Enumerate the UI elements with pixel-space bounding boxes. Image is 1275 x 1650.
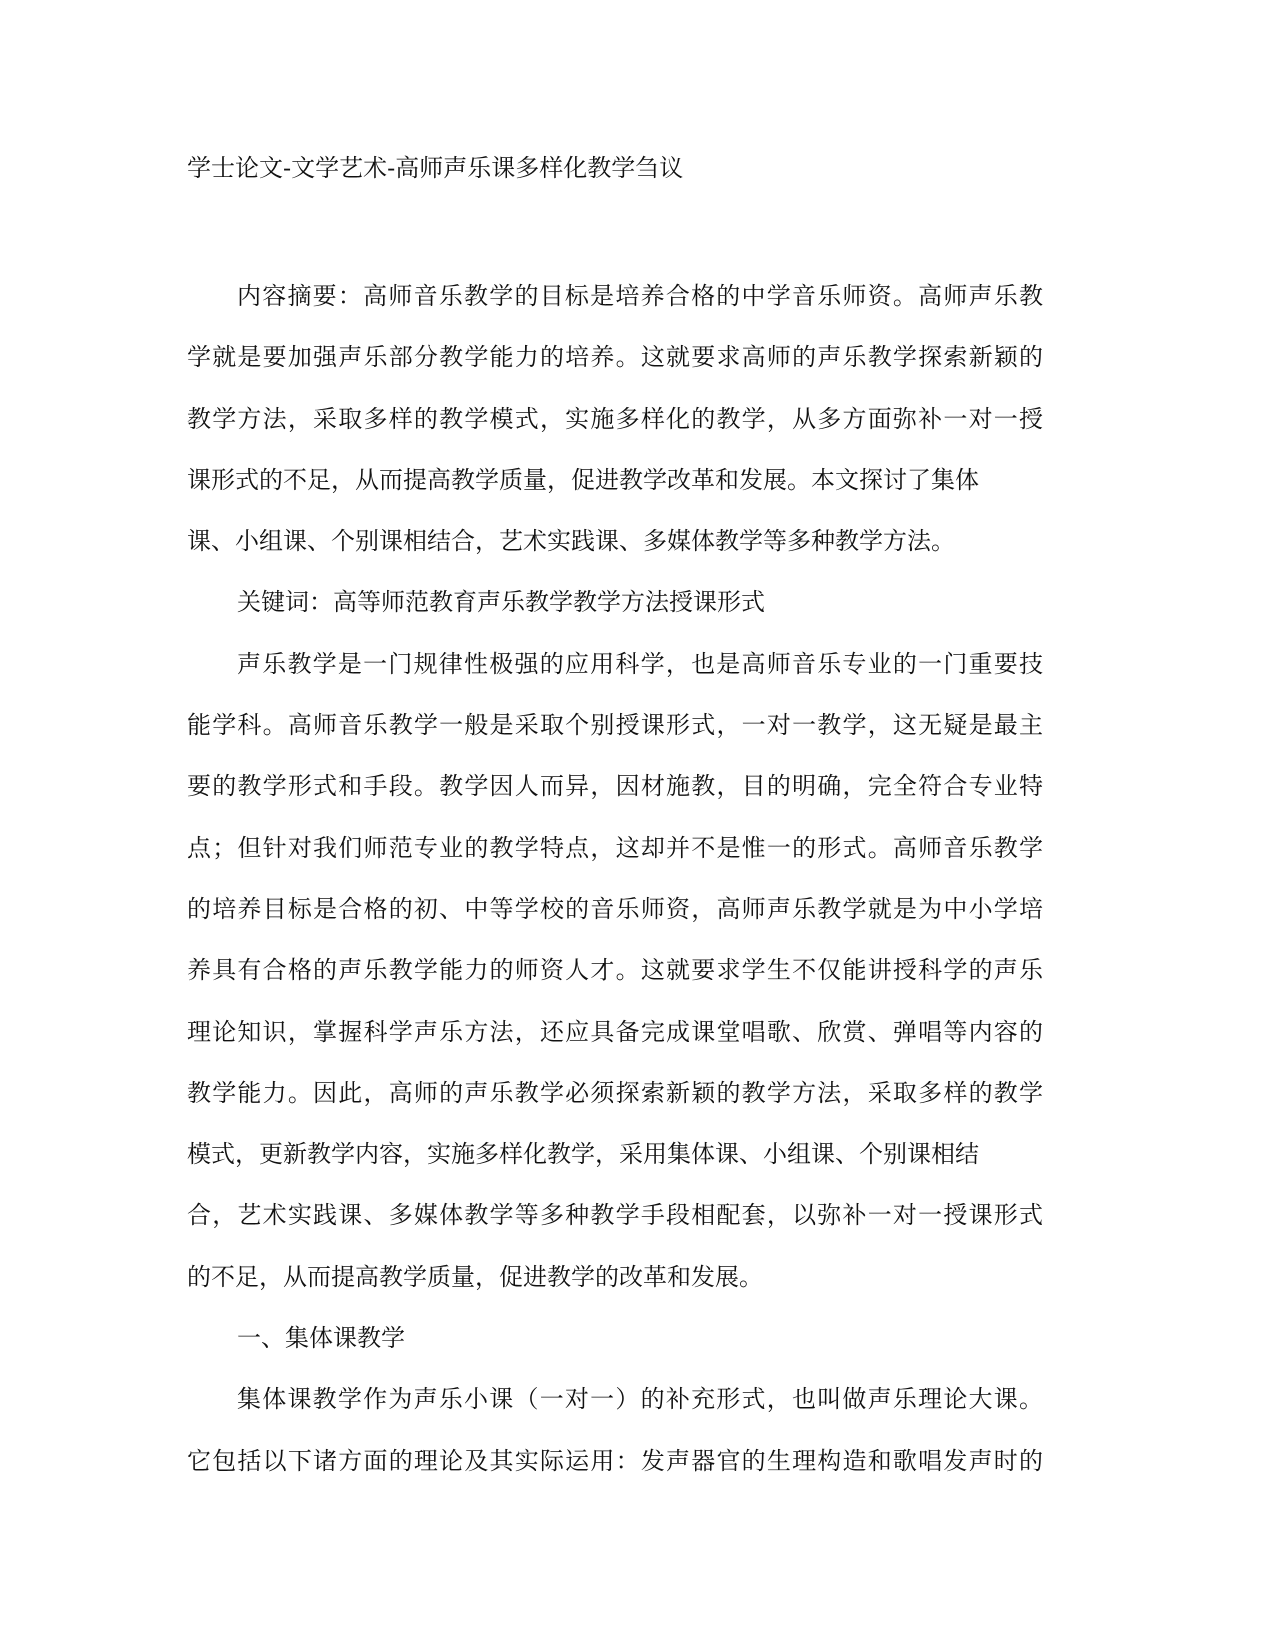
text-line: 一、集体课教学 <box>237 1324 405 1353</box>
abstract-paragraph <box>187 266 1043 572</box>
text-line: 内容摘要：高师音乐教学的目标是培养合格的中学音乐师资。高师声乐教 <box>237 282 1043 310</box>
text-line: 的培养目标是合格的初、中等学校的音乐师资，高师声乐教学就是为中小学培 <box>187 894 1043 923</box>
text-line: 合，艺术实践课、多媒体教学等多种教学手段相配套，以弥补一对一授课形式 <box>187 1201 1043 1230</box>
text-line: 教学能力。因此，高师的声乐教学必须探索新颖的教学方法，采取多样的教学 <box>187 1078 1043 1107</box>
text-line: 能学科。高师音乐教学一般是采取个别授课形式，一对一教学，这无疑是最主 <box>187 711 1043 740</box>
text-line: 的不足，从而提高教学质量，促进教学的改革和发展。 <box>187 1262 763 1291</box>
text-line: 学就是要加强声乐部分教学能力的培养。这就要求高师的声乐教学探索新颖的 <box>187 343 1043 372</box>
text-line: 声乐教学是一门规律性极强的应用科学，也是高师音乐专业的一门重要技 <box>237 649 1043 678</box>
text-line: 课、小组课、个别课相结合，艺术实践课、多媒体教学等多种教学方法。 <box>187 527 955 556</box>
text-line: 教学方法，采取多样的教学模式，实施多样化的教学，从多方面弥补一对一授 <box>187 404 1043 433</box>
section-heading <box>187 1308 1043 1369</box>
text-line: 课形式的不足，从而提高教学质量，促进教学改革和发展。本文探讨了集体 <box>187 465 979 494</box>
document-title: 学士论文-文学艺术-高师声乐课多样化教学刍议 <box>187 154 684 182</box>
text-line: 要的教学形式和手段。教学因人而异，因材施教，目的明确，完全符合专业特 <box>187 772 1043 801</box>
document-body <box>187 266 1043 1492</box>
text-line: 集体课教学作为声乐小课（一对一）的补充形式，也叫做声乐理论大课。 <box>237 1385 1043 1414</box>
keywords-paragraph <box>187 572 1043 633</box>
text-line: 养具有合格的声乐教学能力的师资人才。这就要求学生不仅能讲授科学的声乐 <box>187 956 1043 985</box>
text-line: 理论知识，掌握科学声乐方法，还应具备完成课堂唱歌、欣赏、弹唱等内容的 <box>187 1017 1043 1046</box>
text-line: 它包括以下诸方面的理论及其实际运用：发声器官的生理构造和歌唱发声时的 <box>187 1446 1043 1475</box>
text-line: 模式，更新教学内容，实施多样化教学，采用集体课、小组课、个别课相结 <box>187 1140 979 1169</box>
section-paragraph <box>187 1369 1043 1492</box>
intro-paragraph <box>187 634 1043 1308</box>
text-line: 点；但针对我们师范专业的教学特点，这却并不是惟一的形式。高师音乐教学 <box>187 833 1043 862</box>
text-line: 关键词：高等师范教育声乐教学教学方法授课形式 <box>237 588 765 617</box>
